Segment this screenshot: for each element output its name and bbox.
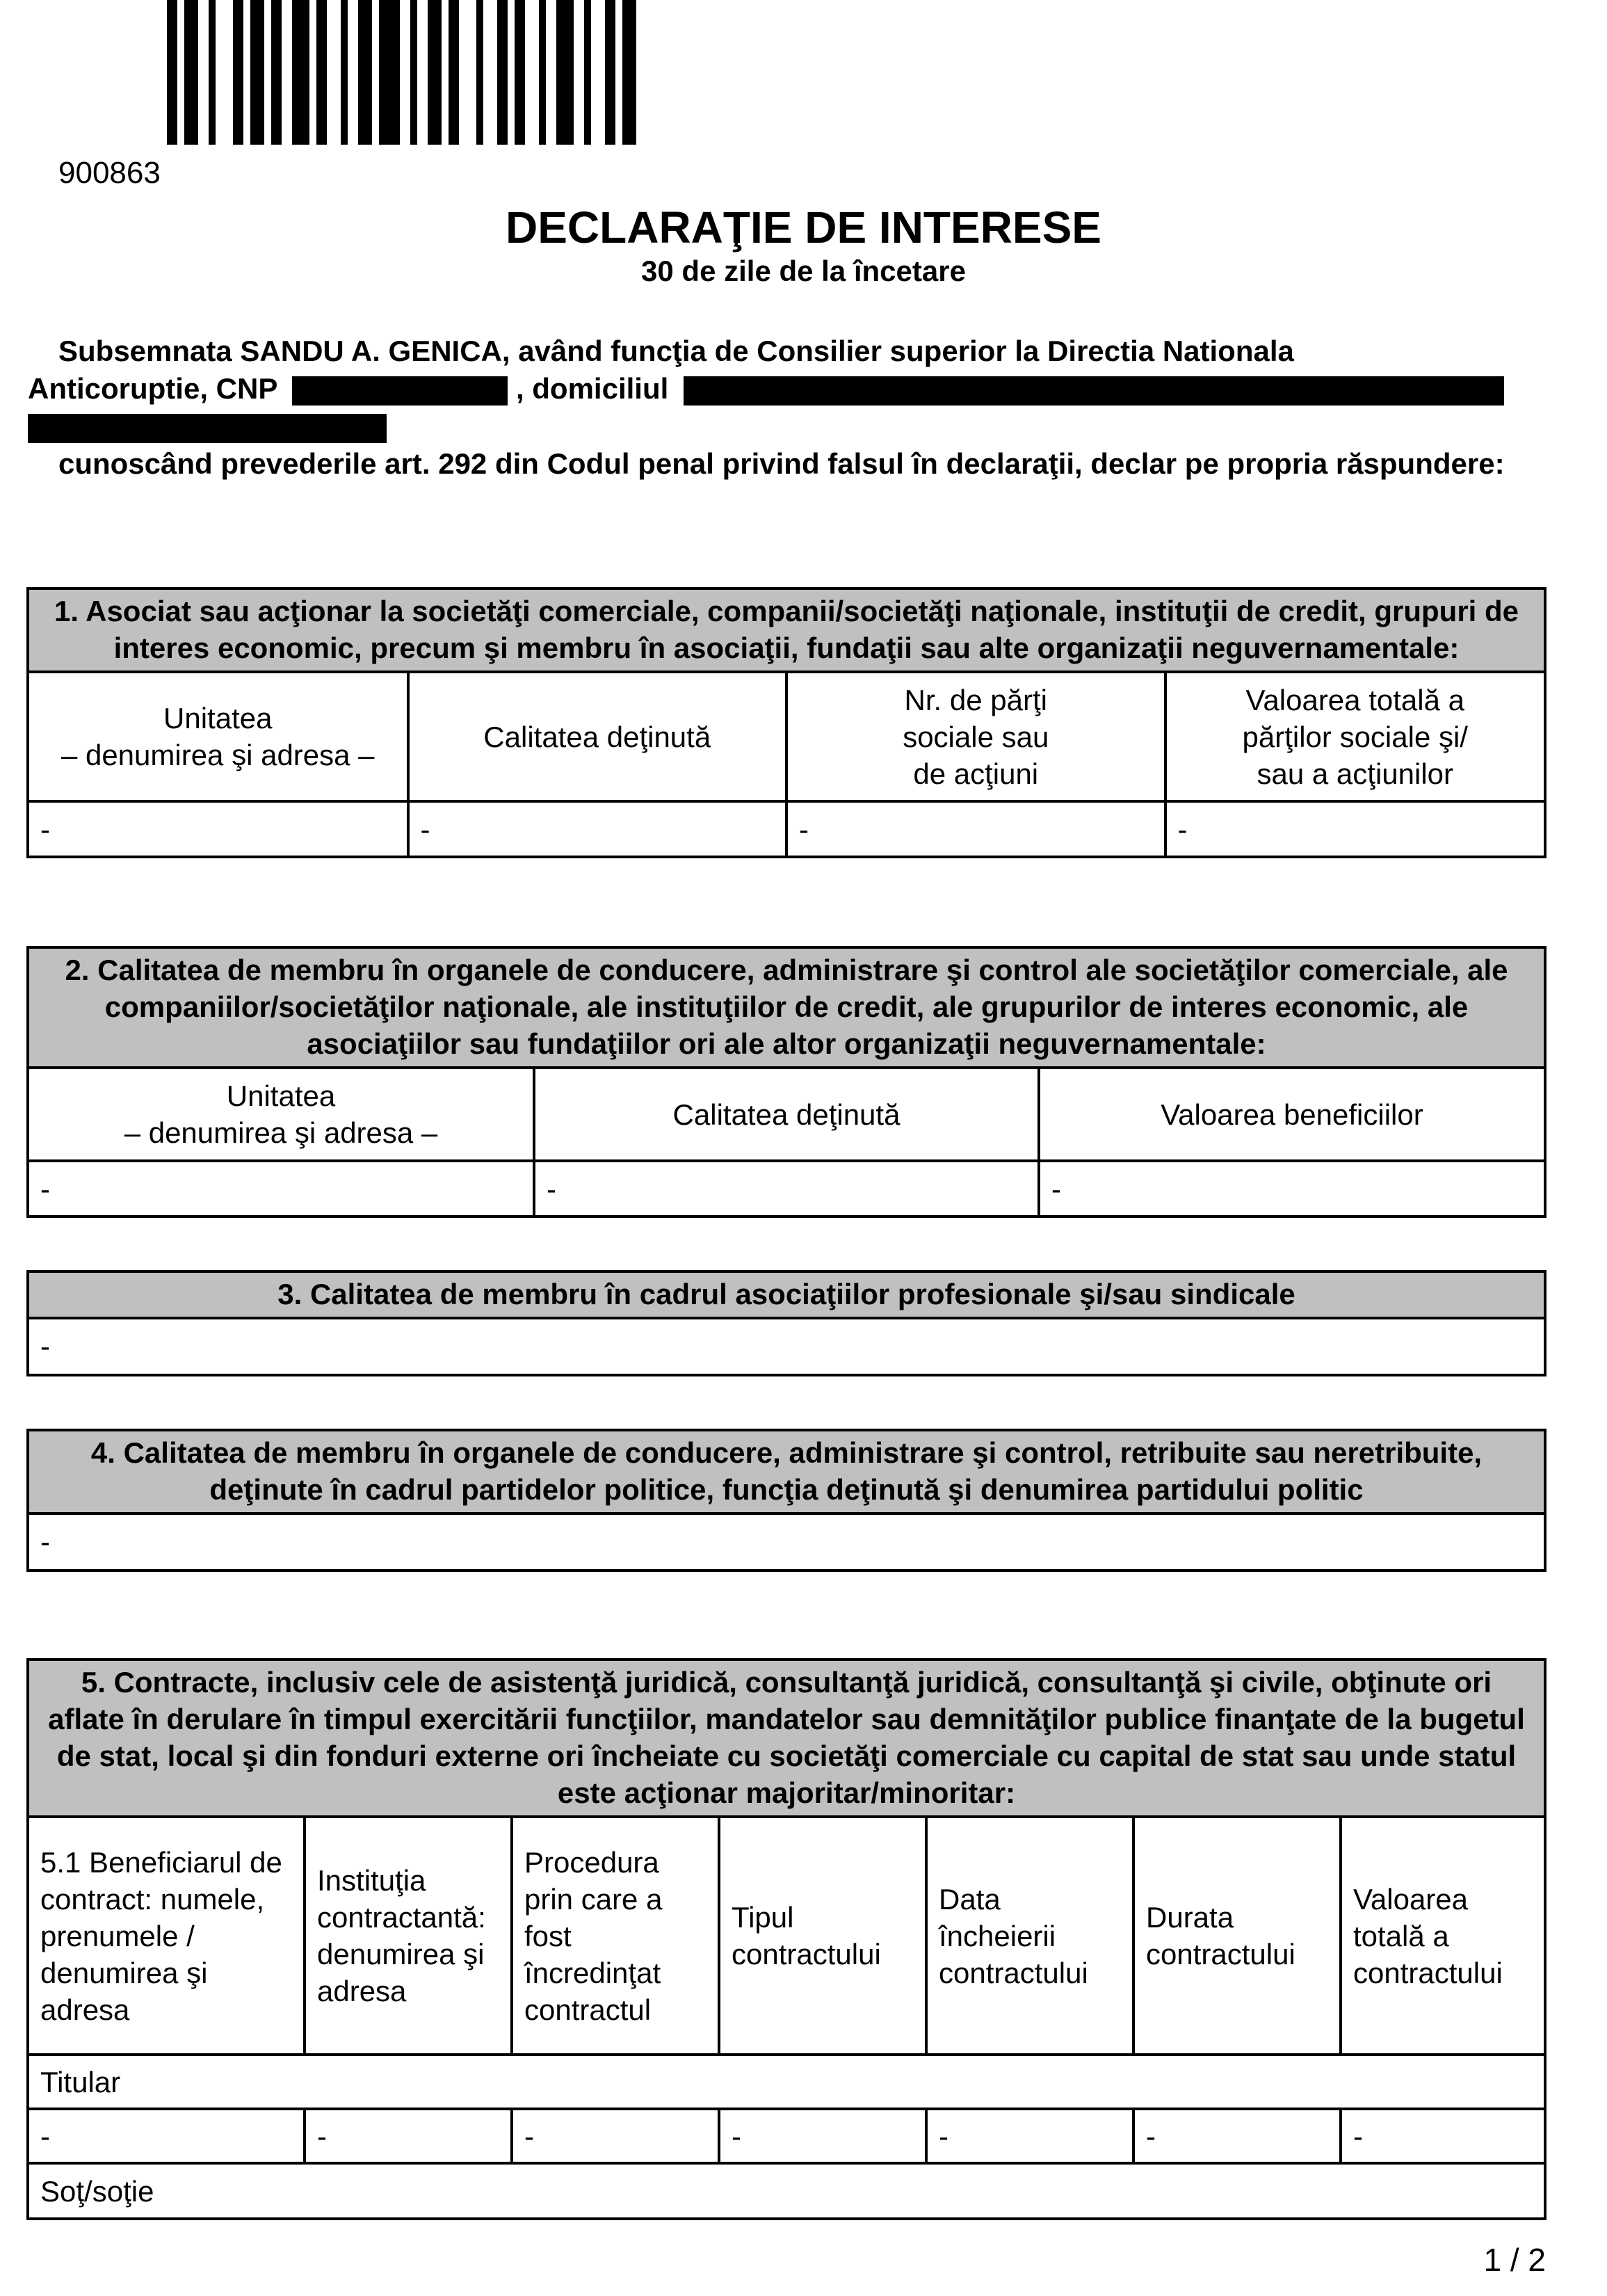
section-1-col-shares: Nr. de părţi sociale sau de acţiuni [786,673,1165,801]
section-2 [26,946,1547,1218]
section-5-col-procedure: Procedura prin care a fost încredinţat contractul [512,1818,719,2055]
section-5-col-institution: Instituţia contractantă: denumirea şi adresa [305,1818,512,2055]
table-cell: - [926,2109,1133,2163]
intro-line-1: Subsemnata SANDU A. GENICA, având funcţia de Consilier superior la Directia Nationala [58,335,1294,367]
section-5-table [29,1818,1544,2217]
section-5-col-date: Data încheierii contractului [926,1818,1133,2055]
section-5 [26,1658,1547,2220]
section-5-col-beneficiary: 5.1 Beneficiarul de contract: numele, prenumele / denumirea şi adresa [29,1818,305,2055]
table-cell: - [1039,1161,1544,1215]
page-subtitle: 30 de zile de la încetare [641,255,966,287]
section-2-heading: 2. Calitatea de membru în organele de conducere, administrare şi control ale societăţilor comerciale, ale companiilor/societăţilor naţionale, ale instituţiilor de credit, ale grupurilor de interes economic, ale asociaţiilor sau fundaţiilor ori ale altor organizaţii neguvernamentale: [29,949,1544,1069]
section-1-heading: 1. Asociat sau acţionar la societăţi comerciale, companii/societăţi naţionale, instituţii de credit, grupuri de interes economic, precum şi membru în asociaţii, fundaţii sau alte organizaţii neguvernamentale: [29,590,1544,673]
section-3-heading: 3. Calitatea de membru în cadrul asociaţiilor profesionale şi/sau sindicale [29,1273,1544,1319]
intro-line-3 [28,408,1558,445]
redacted-address [684,376,1504,406]
table-cell: - [534,1161,1039,1215]
intro-line-2 [28,370,1558,408]
table-cell: - [29,2109,305,2163]
section-5-col-duration: Durata contractului [1133,1818,1341,2055]
barcode-icon [167,0,636,145]
section-1-col-quality: Calitatea deţinută [408,673,787,801]
section-3-value: - [40,1330,50,1363]
intro-statement: cunoscând prevederile art. 292 din Codul penal privind falsul în declaraţii, declar pe propria răspundere: [58,447,1505,480]
page-number: 1 / 2 [1483,2242,1546,2278]
section-1-table [29,673,1544,856]
section-1-col-value: Valoarea totală a părţilor sociale şi/ sau a acţiunilor [1165,673,1544,801]
intro-paragraph [28,332,1558,445]
section-2-table [29,1069,1544,1215]
section-1 [26,587,1547,858]
table-cell: - [1341,2109,1544,2163]
section-1-col-unit: Unitatea – denumirea şi adresa – [29,673,408,801]
table-cell: - [512,2109,719,2163]
section-4-heading: 4. Calitatea de membru în organele de conducere, administrare şi control, retribuite sau neretribuite, deţinute în cadrul partidelor politice, funcţia deţinută şi denumirea partidului politic [29,1431,1544,1515]
intro-paragraph-2 [28,445,1558,483]
table-cell: - [719,2109,926,2163]
document-id: 900863 [58,156,161,190]
section-4-value: - [40,1525,50,1558]
table-cell: - [29,801,408,856]
section-2-col-unit: Unitatea – denumirea şi adresa – [29,1069,534,1161]
section-2-col-quality: Calitatea deţinută [534,1069,1039,1161]
section-5-spouse-label: Soţ/soţie [29,2163,1544,2217]
section-4 [26,1429,1547,1572]
table-cell: - [305,2109,512,2163]
page-title: DECLARAŢIE DE INTERESE [506,202,1101,252]
section-3 [26,1270,1547,1376]
section-5-titular-label: Titular [29,2055,1544,2109]
redacted-address-cont [28,414,387,443]
redacted-cnp [292,376,508,406]
intro-domicile-label: , domiciliul [515,372,669,405]
intro-cnp-label: Anticoruptie, CNP [28,372,277,405]
section-5-col-type: Tipul contractului [719,1818,926,2055]
table-cell: - [786,801,1165,856]
table-cell: - [1133,2109,1341,2163]
table-cell: - [408,801,787,856]
section-2-col-benefits: Valoarea beneficiilor [1039,1069,1544,1161]
section-5-col-value: Valoarea totală a contractului [1341,1818,1544,2055]
table-cell: - [29,1161,534,1215]
section-5-heading: 5. Contracte, inclusiv cele de asistenţă juridică, consultanţă juridică, consultanţă şi civile, obţinute ori aflate în derulare în timpul exercitării funcţiilor, mandatelor sau demnităţilor publice finanţate de la bugetul de stat, local şi din fonduri externe ori încheiate cu societăţi comerciale cu capital de stat sau unde statul este acţionar majoritar/minoritar: [29,1661,1544,1818]
table-cell: - [1165,801,1544,856]
